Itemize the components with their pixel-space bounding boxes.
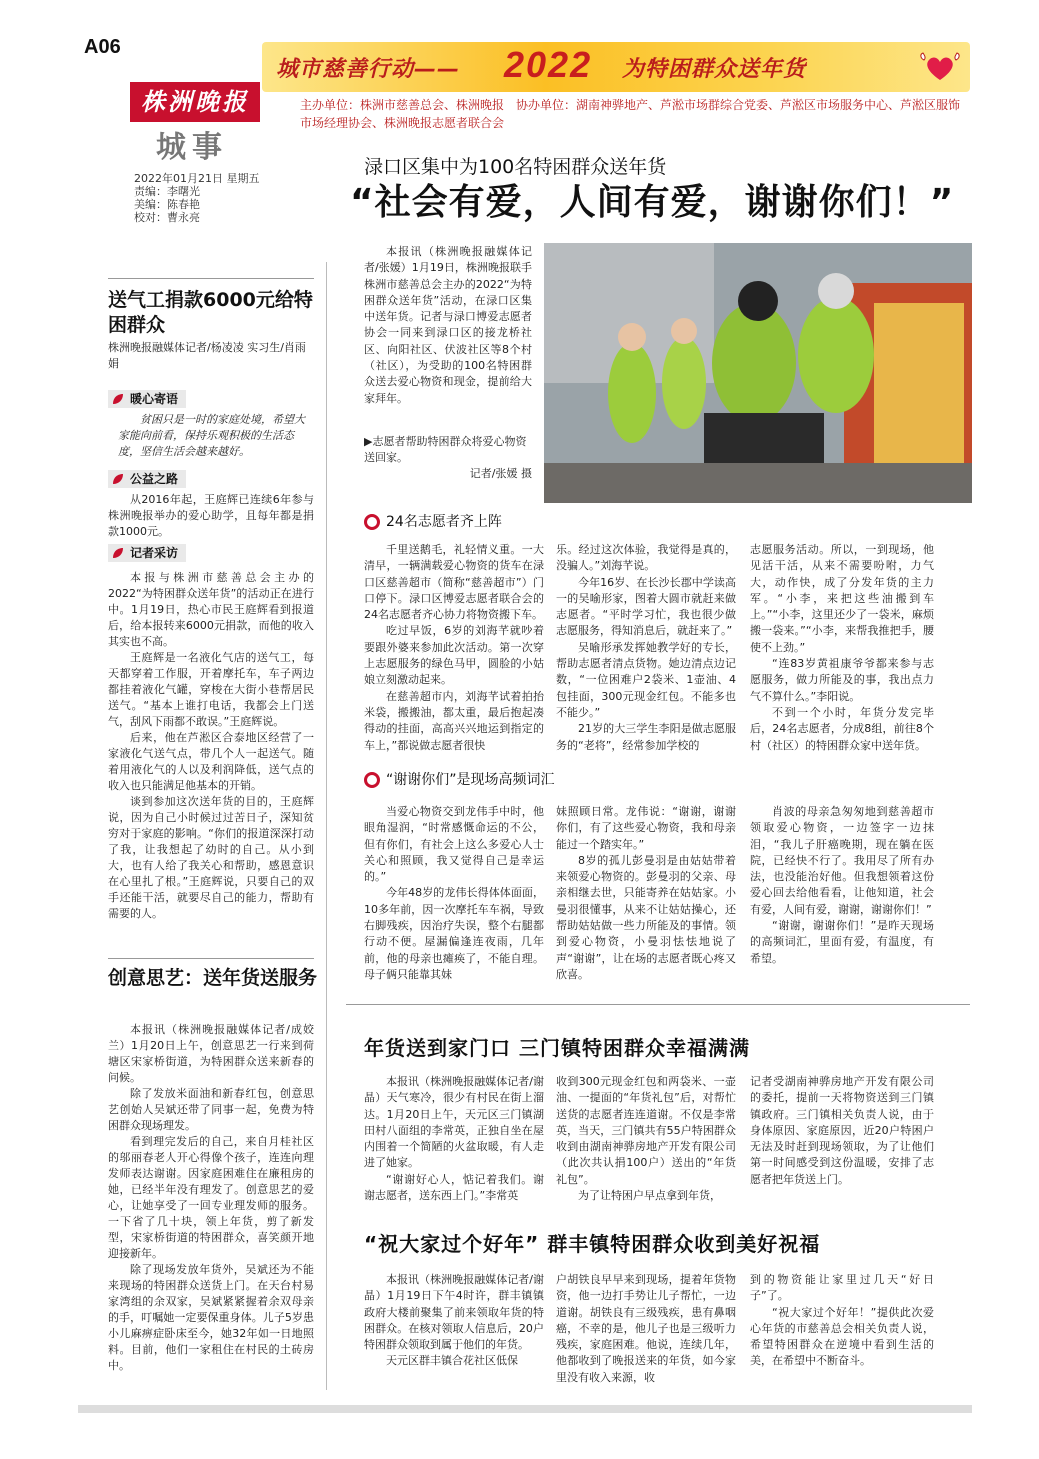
story-paragraph: 本报讯（株洲晚报融媒体记者/成姣兰）1月20日上午，创意思艺一行来到荷塘区宋家桥街道，为特困群众送来新春的问候。	[108, 1023, 314, 1084]
story-body	[108, 1022, 314, 1374]
issue-date: 2022年01月21日 星期五	[134, 172, 260, 185]
story-paragraph: 千里送鹅毛，礼轻情义重。一大清早，一辆满载爱心物资的货车在渌口区慈善超市（简称“慈善超市”）门口停下。渌口区博爱志愿者联合会的24名志愿者齐心协力将物资搬下车。	[364, 543, 544, 622]
section-tag: 记者采访	[108, 544, 186, 562]
story-paragraph: “谢谢好心人，惦记着我们。谢谢志愿者，送东西上门。”李常英	[364, 1172, 544, 1203]
story-paragraph: 本报与株洲市慈善总会主办的2022“为特困群众送年货”的活动正在进行中。1月19日，热心市民王庭辉看到报道后，给本报转来6000元捐款，而他的收入其实也不高。	[108, 571, 314, 648]
story-headline: 年货送到家门口 三门镇特困群众幸福满满	[364, 1036, 750, 1060]
story-paragraph: 天元区群丰镇合花社区低保	[386, 1354, 518, 1368]
story-paragraph: 妹照顾日常。龙伟说：“谢谢，谢谢你们，有了这些爱心物资，我和母亲能过一个踏实年。”	[556, 805, 736, 851]
section-tag: 暖心寄语	[108, 390, 186, 408]
article-column	[364, 804, 544, 983]
story-paragraph: 吴喻形承发挥她教学好的专长，帮助志愿者清点货物。她边清点边记数，“一位困难户2袋米、1壶油、4包挂面，300元现金红包。不能多也不能少。”	[556, 640, 736, 719]
leaf-tag-icon	[111, 546, 125, 560]
article-column	[364, 542, 544, 754]
banner-suffix: 为特困群众送年货	[622, 57, 807, 82]
article-column	[750, 542, 934, 754]
story-paragraph: 后来，他在芦淞区合泰地区经营了一家液化气送气点，带几个人一起送气。随着用液化气的人以及利润降低，送气点的收入也只能满足他基本的开销。	[108, 731, 314, 792]
footer-bar	[78, 1405, 972, 1413]
section-tag: 公益之路	[108, 470, 186, 488]
designer-credit: 美编：陈春艳	[134, 198, 200, 211]
story-paragraph: 王庭辉是一名液化气店的送气工，每天都穿着工作服，开着摩托车，车子两边都挂着液化气罐，穿梭在大街小巷帮居民送气。“基本上谁打电话，我都会上门送气，刮风下雨都不敢误。”王庭辉说。	[108, 651, 314, 728]
story-headline: 创意思艺：送年货送服务	[108, 967, 318, 989]
story-paragraph: 从2016年起，王庭辉已连续6年参与株洲晚报举办的爱心助学，且每年都是捐款1000元。	[108, 493, 314, 538]
article-column	[556, 1272, 736, 1386]
story-paragraph: 8岁的孤儿彭曼羽是由姑姑带着来领爱心物资的。彭曼羽的父亲、母亲相继去世，只能寄养在姑姑家。小曼羽很懂事，从来不让姑姑操心，还帮助姑姑做一些力所能及的事情。领到爱心物资，小曼羽怯怯地说了声“谢谢”，让在场的志愿者既心疼又欣喜。	[556, 853, 736, 981]
campaign-banner	[262, 42, 970, 92]
story-paragraph: 收到300元现金红包和两袋米、一壶油、一提面的“年货礼包”后，对帮忙送货的志愿者连连道谢。不仅是李常英，当天，三门镇共有55户特困群众收到由湖南神骅房地产开发有限公司（此次共认捐100户）送出的“年货礼包”。	[556, 1075, 736, 1186]
story-paragraph: 到的物资能让家里过几天“好日子”了。	[750, 1273, 934, 1303]
story-paragraph: 记者受湖南神骅房地产开发有限公司的委托，提前一天将物资送到三门镇镇政府。三门镇相关负责人说，由于身体原因、家庭原因，近20户特困户无法及时赶到现场领取，为了让他们第一时间感受到这份温暖，安排了志愿者把年货送上门。	[750, 1075, 934, 1186]
story-paragraph: 不到一个小时，年货分发完毕后，24名志愿者，分成8组，前往8个村（社区）的特困群众家中送年货。	[750, 705, 934, 752]
banner-year: 2022	[504, 44, 593, 85]
story-paragraph: 户胡铁良早早来到现场，提着年货物资，他一边打手势让儿子帮忙，一边道谢。胡铁良有三级残疾，患有鼻咽癌，不幸的是，他儿子也是三级听力残疾，家庭困难。他说，连续几年，他都收到了晚报送来的年货，如今家里没有收入来源，收	[556, 1273, 736, 1384]
main-headline: “社会有爱，人间有爱，谢谢你们！”	[350, 182, 955, 223]
page-number: A06	[84, 36, 121, 58]
main-kicker: 渌口区集中为100名特困群众送年货	[364, 156, 667, 178]
edition-meta	[134, 172, 260, 224]
story-paragraph: 今年16岁、在长沙长郡中学读高一的吴喻形家，图着大圆市就赶来做志愿者。“平时学习忙，我也很少做志愿服务，得知消息后，就赶来了。”	[556, 575, 736, 638]
story-paragraph: 乐。经过这次体验，我觉得是真的，没骗人。”刘海芊说。	[556, 543, 736, 573]
story-paragraph: 除了发放米面油和新春红包，创意思艺创始人吴斌还带了同事一起，免费为特困群众现场理发。	[108, 1087, 314, 1132]
story-paragraph: 为了让特困户早点拿到年货，	[578, 1189, 721, 1203]
story-byline: 株洲晚报融媒体记者/杨凌凌 实习生/肖雨娟	[108, 341, 306, 370]
story-paragraph: 21岁的大三学生李阳是做志愿服务的“老将”，经常参加学校的	[556, 722, 736, 752]
rule	[346, 1004, 970, 1005]
story-paragraph: “连83岁黄祖康爷爷都来参与志愿服务，做力所能及的事，我出点力气不算什么。”李阳说。	[750, 657, 934, 703]
newspaper-logo: 株洲晚报	[130, 82, 260, 122]
story-body	[108, 570, 314, 922]
story-paragraph: 谈到参加这次送年货的目的，王庭辉说，因为自己小时候过过苦日子，深知贫穷对于家庭的影响。“你们的报道深深打动了我，让我想起了幼时的自己。从小到大，也有人给了我关心和帮助，感恩意识在心里扎了根。”王庭辉说，只要自己的双手还能干活，就要尽自己的能力，帮助有需要的人。	[108, 795, 314, 920]
story-paragraph: 肖波的母亲急匆匆地到慈善超市领取爱心物资，一边签字一边抹泪，“我儿子肝癌晚期，现在躺在医院，已经快不行了。我用尽了所有办法，也没能治好他。但我想领着这份爱心回去给他看看，让他知道，社会有爱，人间有爱，谢谢，谢谢你们！”	[750, 805, 934, 916]
subhead: “谢谢你们”是现场高频词汇	[364, 770, 555, 790]
proofreader-credit: 校对：曹永亮	[134, 211, 200, 224]
section-title: 城事	[156, 130, 228, 165]
story-paragraph: 本报讯（株洲晚报融媒体记者/谢晶）1月19日下午4时许，群丰镇镇政府大楼前聚集了前来领取年货的特困群众。在核对领取人信息后，20户特困群众领取到属于他们的年货。	[364, 1273, 544, 1352]
article-column	[556, 804, 736, 983]
leaf-tag-icon	[111, 392, 125, 406]
leaf-tag-icon	[111, 472, 125, 486]
story-paragraph: 吃过早饭，6岁的刘海芊就吵着要跟外婆来参加此次活动。第一次穿上志愿服务的绿色马甲，圆脸的小姑娘立刻激动起来。	[364, 624, 544, 687]
news-photo	[544, 243, 972, 503]
article-column	[364, 1074, 544, 1204]
article-column	[364, 1272, 544, 1370]
story-paragraph: 除了现场发放年货外，吴斌还为不能来现场的特困群众送货上门。在天台村易家湾组的余双家，吴斌紧紧握着余双母亲的手，叮嘱她一定要保重身体。儿子5岁患小儿麻痹症卧床至今，她32年如一日地照料。目前，他们一家租住在村民的土砖房中。	[108, 1263, 314, 1372]
article-column	[556, 1074, 736, 1204]
story-paragraph: “谢谢，谢谢你们！”是昨天现场的高频词汇，里面有爱，有温度，有希望。	[750, 919, 934, 965]
heart-wings-icon	[920, 50, 960, 84]
quote-text: 贫困只是一时的家庭处境，希望大家能向前看，保持乐观积极的生活态度，坚信生活会越来越好。	[118, 413, 305, 458]
red-ring-icon	[364, 514, 380, 530]
story-paragraph: 今年48岁的龙伟长得体体面面，10多年前，因一次摩托车车祸，导致右脚残疾，因治疗失误，整个右腿都行动不便。屋漏偏逢连夜雨，几年前，他的母亲也瘫痪了，不能自理。母子俩只能靠其妹	[364, 886, 544, 981]
subhead: 24名志愿者齐上阵	[364, 512, 502, 532]
lede-paragraph: 本报讯（株洲晚报融媒体记者/张媛）1月19日，株洲晚报联手株洲市慈善总会主办的2022“为特困群众送年货”活动，在渌口区集中送年货。记者与渌口博爱志愿者协会一同来到渌口区的接龙桥社区、向阳社区、伏波社区等8个村（社区），为受助的100名特困群众送去爱心物资和现金，提前给大家拜年。	[364, 245, 532, 405]
story-paragraph: 当爱心物资交到龙伟手中时，他眼角湿润，“时常感慨命运的不公，但有你们，有社会上这么多爱心人士关心和照顾，我又觉得自己是幸运的。”	[364, 805, 544, 884]
organizer-line: 主办单位：株洲市慈善总会、株洲晚报 协办单位：湖南神骅地产、芦淞市场群综合党委、芦淞区市场服务中心、芦淞区服饰市场经理协会、株洲晚报志愿者联合会	[300, 98, 961, 130]
editor-credit: 责编：李曙光	[134, 185, 200, 198]
article-column	[750, 1074, 934, 1188]
story-paragraph: 看到理完发后的自己，来自月桂社区的邬丽春老人开心得像个孩子，连连向理发师表达谢谢。因家庭困难住在廉租房的她，已经半年没有理发了。创意思艺的爱心，让她享受了一回专业理发师的服务。一下省了几十块，领上年货，剪了新发型，宋家桥街道的特困群众，喜笑颜开地迎接新年。	[108, 1135, 314, 1260]
story-paragraph: “祝大家过个好年！”提供此次爱心年货的市慈善总会相关负责人说，希望特困群众在逆境中看到生活的美，在希望中不断奋斗。	[750, 1305, 934, 1368]
article-column	[750, 1272, 934, 1370]
story-headline: 送气工捐款6000元给特困群众	[108, 289, 313, 336]
photo-credit: 记者/张媛 摄	[469, 467, 532, 480]
rule	[108, 278, 314, 279]
story-paragraph: 本报讯（株洲晚报融媒体记者/谢晶）天气寒冷，很少有村民在街上溜达。1月20日上午，天元区三门镇湖田村八面组的李常英，正独自坐在屋内围着一个简陋的火盆取暖，有人走进了她家。	[364, 1075, 544, 1170]
banner-prefix: 城市慈善行动——	[276, 57, 461, 82]
article-column	[556, 542, 736, 754]
red-ring-icon	[364, 772, 380, 788]
article-column	[750, 804, 934, 967]
photo-caption	[364, 434, 532, 482]
column-divider	[326, 262, 327, 1390]
story-paragraph: 在慈善超市内，刘海芊试着拍抬米袋，搬搬油，都太重，最后抱起凑得动的挂面，高高兴兴地运到指定的车上，”都说做志愿者很快	[364, 689, 544, 752]
story-headline: “祝大家过个好年” 群丰镇特困群众收到美好祝福	[364, 1232, 821, 1256]
rule	[108, 958, 314, 959]
story-paragraph: 志愿服务活动。所以，一到现场，他见活干活，从来不需要吩咐，力气大，动作快，成了分发年货的主力军。“小李，来把这些油搬到车上。”“小李，这里还少了一袋米，麻烦搬一袋来。”“小李，来帮我推把手，腰使不上劲。”	[750, 543, 934, 654]
caption-text: ▶志愿者帮助特困群众将爱心物资送回家。	[364, 435, 527, 464]
